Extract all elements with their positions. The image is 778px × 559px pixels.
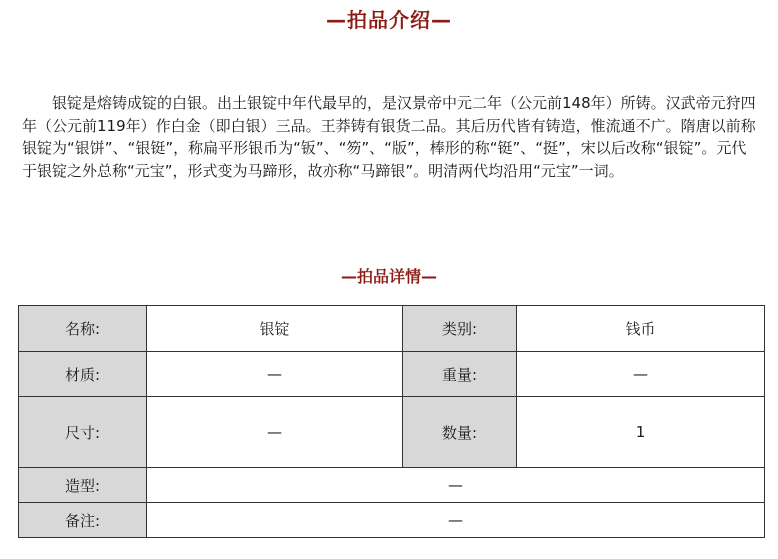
remarks-value: —	[147, 503, 765, 538]
shape-value: —	[147, 468, 765, 503]
quantity-value: 1	[517, 397, 765, 468]
size-label: 尺寸:	[19, 397, 147, 468]
item-introduction: 银锭是熔铸成锭的白银。出土银锭中年代最早的，是汉景帝中元二年（公元前148年）所铸。汉武帝元狩四年（公元前119年）作白金（即白银）三品。王莽铸有银货二品。其后历代皆有铸造，惟流通不广。隋唐以前称银锭为“银饼”、“银铤”，称扁平形银币为“钣”、“笏”、“版”，棒形的称“铤”、“挺”，宋以后改称“银锭”。元代于银锭之外总称“元宝”，形式变为马蹄形，故亦称“马蹄银”。明清两代均沿用“元宝”一词。	[22, 94, 756, 180]
quantity-label: 数量:	[403, 397, 517, 468]
material-value: —	[147, 352, 403, 397]
remarks-label: 备注:	[19, 503, 147, 538]
category-label: 类别:	[403, 306, 517, 352]
table-row	[19, 352, 765, 397]
weight-value: —	[517, 352, 765, 397]
page-title: —拍品介绍—	[326, 8, 452, 32]
table-row	[19, 503, 765, 538]
table-row	[19, 468, 765, 503]
material-label: 材质:	[19, 352, 147, 397]
table-row	[19, 306, 765, 352]
name-value: 银锭	[147, 306, 403, 352]
details-table	[18, 305, 765, 538]
category-value: 钱币	[517, 306, 765, 352]
table-row	[19, 397, 765, 468]
details-title: —拍品详情—	[340, 267, 437, 286]
name-label: 名称:	[19, 306, 147, 352]
size-value: —	[147, 397, 403, 468]
weight-label: 重量:	[403, 352, 517, 397]
shape-label: 造型:	[19, 468, 147, 503]
